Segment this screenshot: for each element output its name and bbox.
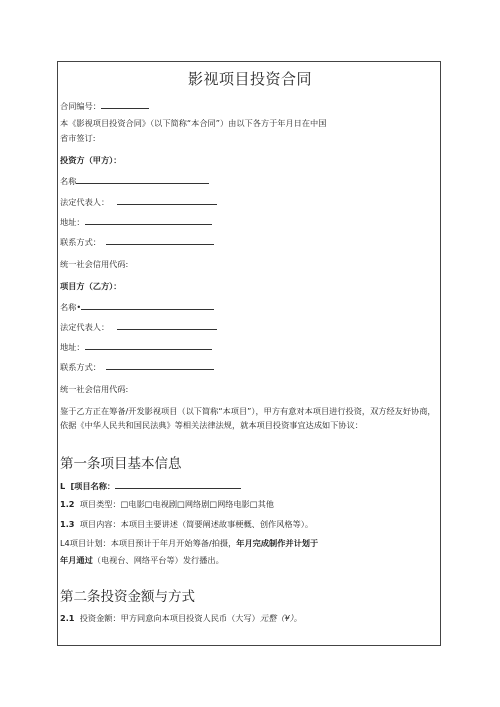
party-a-heading: 投资方（甲方）： xyxy=(60,155,122,165)
section-1-item-1 xyxy=(60,479,241,492)
party-b-contact-blank xyxy=(106,360,214,370)
party-a-name-label: 名称 xyxy=(60,176,77,186)
section-1-item-1-label: [项目名称： xyxy=(70,481,116,491)
section-1-item-3-number: 1.3 xyxy=(60,519,75,529)
section-1-item-4-line-2 xyxy=(60,555,224,566)
section-1-item-4-text-c: 年月通过 xyxy=(60,555,93,565)
section-2-heading: 第二条投资金额与方式 xyxy=(60,589,195,605)
party-a-credit-label: 统一社会信用代码: xyxy=(60,259,129,269)
contract-number-blank xyxy=(101,99,149,109)
party-b-heading: 项目方（乙方）： xyxy=(60,281,122,291)
section-1-item-2-number: 1.2 xyxy=(60,499,75,509)
section-1-item-2-text: 项目类型：□电影□电视剧□网络剧□网络电影□其他 xyxy=(79,499,274,509)
contract-number-label: 合同编号： xyxy=(60,101,101,111)
party-b-contact-row xyxy=(60,360,214,373)
contract-number-row xyxy=(60,99,149,112)
section-1-item-2 xyxy=(60,499,274,510)
section-1-heading: 第一条项目基本信息 xyxy=(60,456,182,472)
party-a-rep-label: 法定代表人： xyxy=(60,197,110,207)
party-b-name-row xyxy=(60,300,214,313)
party-b-addr-label: 地址： xyxy=(60,342,85,352)
section-2-item-1-number: 2.1 xyxy=(60,613,75,623)
party-b-rep-blank xyxy=(117,320,217,330)
section-1-item-4-text-b: 年月完成制作并计划于 xyxy=(236,538,319,548)
intro-line-1: 本《影视项目投资合同》（以下简称“本合同”）由以下各方于年月日在中国 xyxy=(60,118,327,128)
party-b-addr-blank xyxy=(85,340,212,350)
section-2-item-1-italic: 元整（¥）。 xyxy=(259,613,302,623)
document-title: 影视项目投资合同 xyxy=(187,70,312,88)
section-2-item-1 xyxy=(60,613,302,624)
party-a-addr-blank xyxy=(85,215,212,225)
party-b-name-blank xyxy=(81,300,214,310)
party-a-name-blank xyxy=(76,174,209,184)
party-a-contact-label: 联系方式： xyxy=(60,237,101,247)
party-b-rep-label: 法定代表人： xyxy=(60,322,110,332)
party-b-rep-row xyxy=(60,320,217,333)
section-1-item-4-text-a: L4项目计划：本项目预计于年月开始筹备/拍摄， xyxy=(60,538,237,548)
party-a-rep-row xyxy=(60,195,217,208)
party-a-addr-label: 地址： xyxy=(60,217,85,227)
section-1-item-4-text-d: （电视台、网络平台等）发行播出。 xyxy=(92,555,224,565)
section-1-item-3-text: 项目内容：本项目主要讲述（简要阐述故事梗概、创作风格等）。 xyxy=(79,519,314,529)
party-a-contact-row xyxy=(60,235,214,248)
party-a-addr-row xyxy=(60,215,212,228)
section-1-item-1-number: L xyxy=(60,481,66,491)
party-b-credit-label: 统一社会信用代码: xyxy=(60,384,129,394)
project-name-blank xyxy=(115,479,241,489)
party-a-contact-blank xyxy=(106,235,214,245)
preamble-paragraph: 鉴于乙方正在筹备/开发影视项目（以下简称“本项目”），甲方有意对本项目进行投资，双方经友好协商，依据《中华人民共和国民法典》等相关法律法规，就本项目投资事宜达成如下协议： xyxy=(60,406,436,430)
section-2-item-1-text: 投资金额：甲方同意向本项目投资人民币（大写） xyxy=(79,613,260,623)
intro-line-2: 省市签订: xyxy=(60,133,96,143)
party-b-name-label: 名称• xyxy=(60,302,82,312)
party-a-name-row xyxy=(60,174,209,187)
party-a-rep-blank xyxy=(117,195,217,205)
party-b-contact-label: 联系方式： xyxy=(60,362,101,372)
party-b-addr-row xyxy=(60,340,212,353)
section-1-item-4-line-1 xyxy=(60,538,318,549)
section-1-item-3 xyxy=(60,519,313,530)
